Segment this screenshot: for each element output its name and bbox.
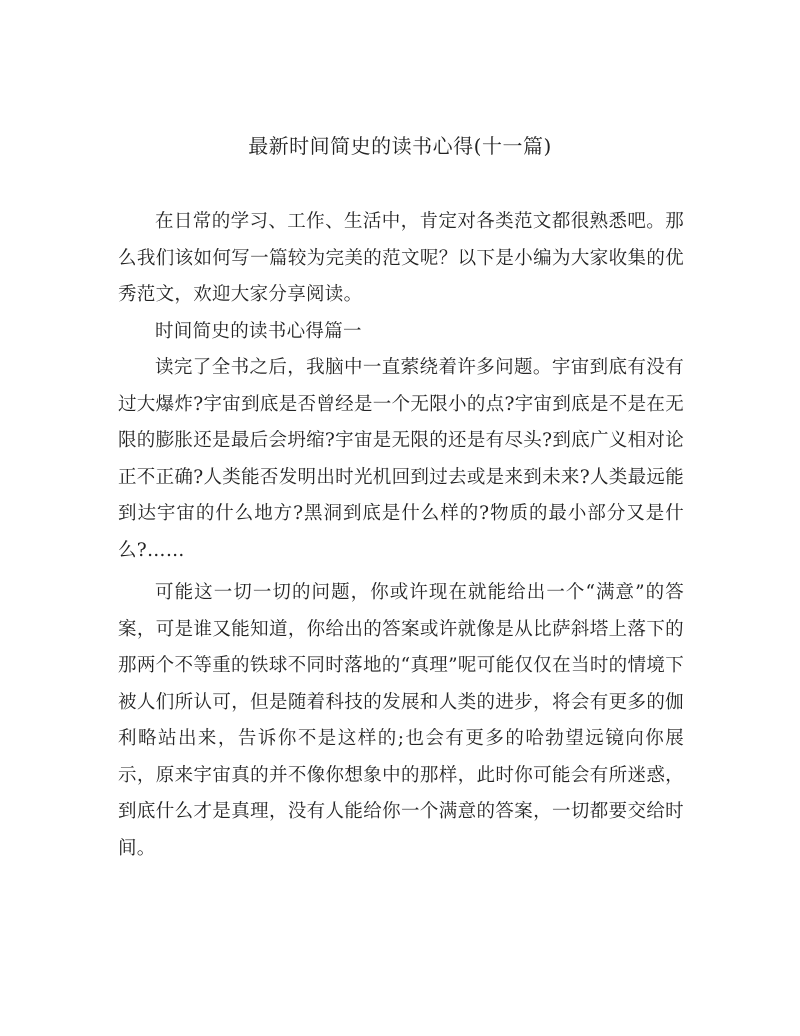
section-heading: 时间简史的读书心得篇一 bbox=[155, 320, 362, 342]
document-body bbox=[118, 204, 684, 867]
body-paragraph: 读完了全书之后，我脑中一直萦绕着许多问题。宇宙到底有没有过大爆炸?宇宙到底是否曾经是一个无限小的点?宇宙到底是不是在无限的膨胀还是最后会坍缩?宇宙是无限的还是有尽头?到底广义相对论正不正确?人类能否发明出时光机回到过去或是来到未来?人类最远能到达宇宙的什么地方?黑洞到底是什么样的?物质的最小部分又是什么?…… bbox=[118, 357, 684, 561]
document-title: 最新时间简史的读书心得(十一篇) bbox=[248, 134, 552, 158]
intro-paragraph: 在日常的学习、工作、生活中，肯定对各类范文都很熟悉吧。那么我们该如何写一篇较为完美的范文呢？以下是小编为大家收集的优秀范文，欢迎大家分享阅读。 bbox=[118, 211, 684, 305]
body-paragraph: 可能这一切一切的问题，你或许现在就能给出一个“满意”的答案，可是谁又能知道，你给出的答案或许就像是从比萨斜塔上落下的那两个不等重的铁球不同时落地的“真理”呢可能仅仅在当时的情境下被人们所认可，但是随着科技的发展和人类的进步，将会有更多的伽利略站出来，告诉你不是这样的;也会有更多的哈勃望远镜向你展示，原来宇宙真的并不像你想象中的那样，此时你可能会有所迷惑，到底什么才是真理，没有人能给你一个满意的答案，一切都要交给时间。 bbox=[118, 582, 684, 859]
